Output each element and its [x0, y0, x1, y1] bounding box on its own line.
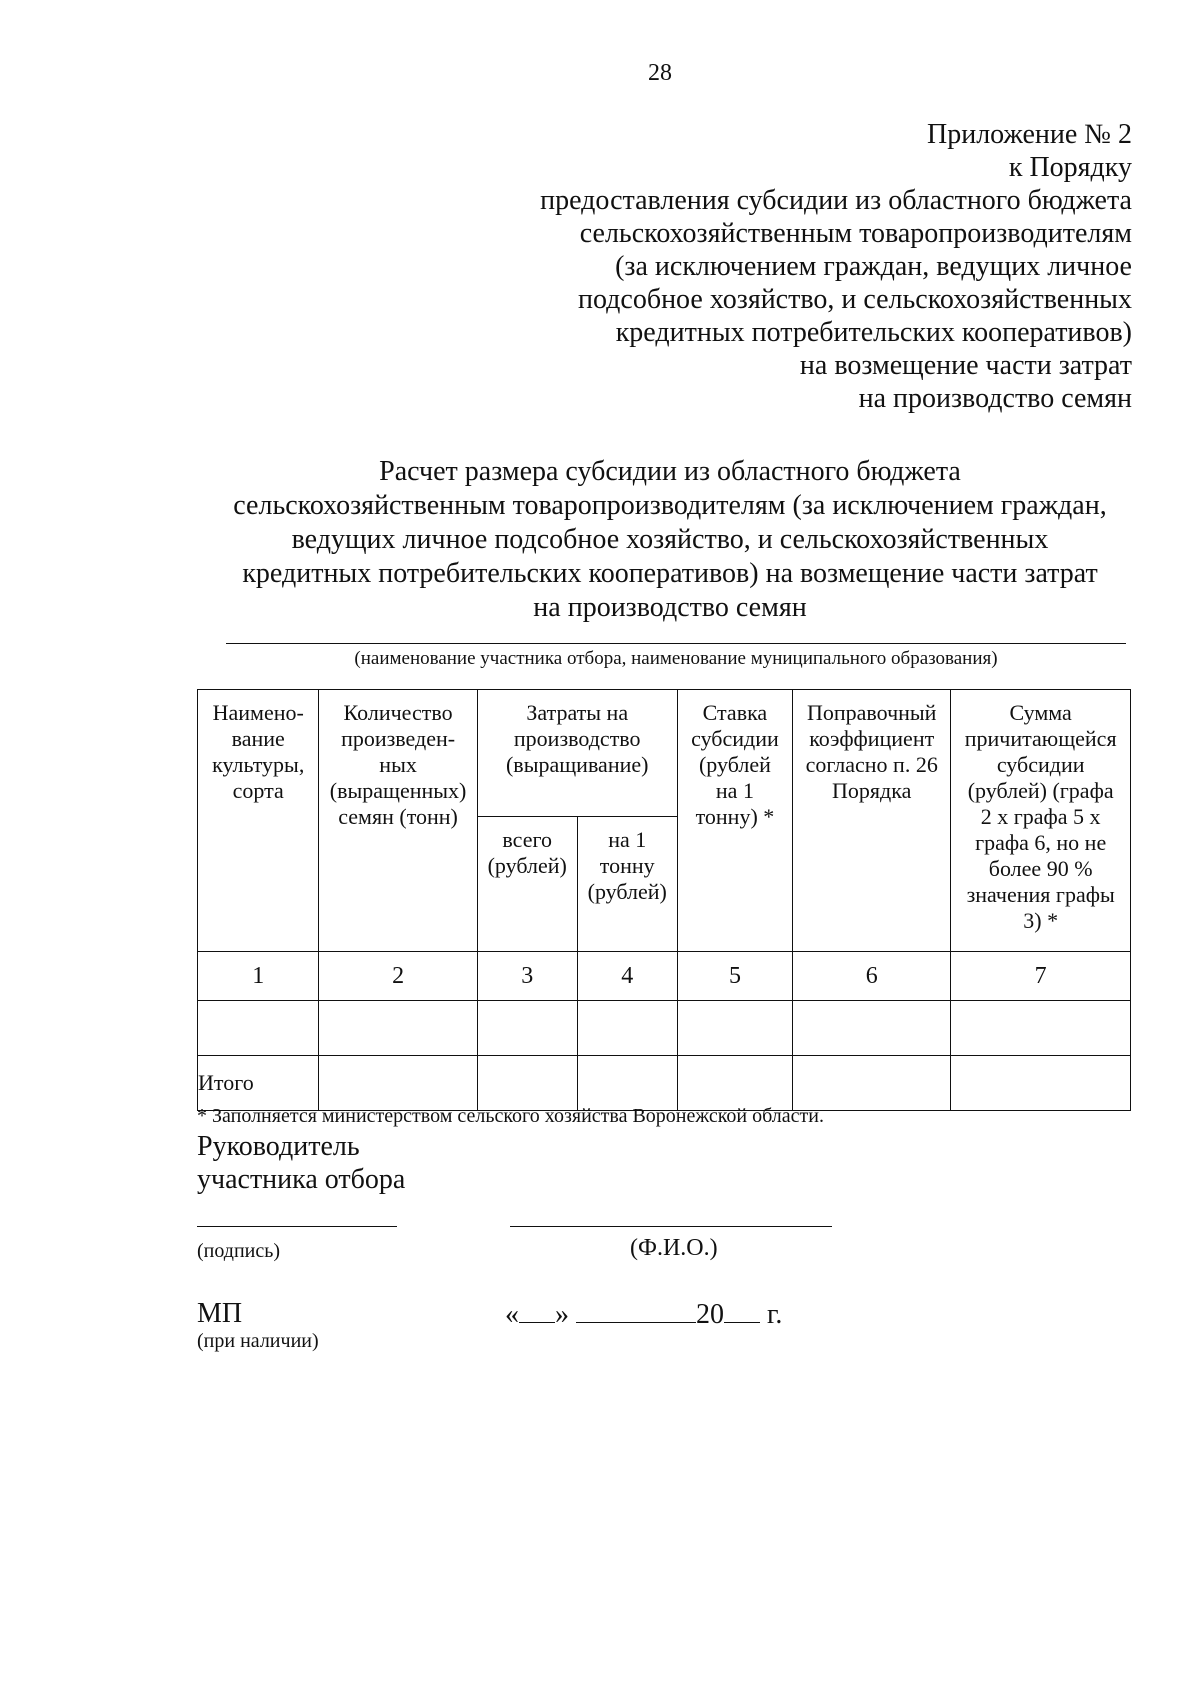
table-cell[interactable]	[477, 1001, 577, 1056]
table-total-row	[198, 1056, 1131, 1111]
column-number: 1	[198, 952, 319, 1001]
appendix-line: кредитных потребительских кооперативов)	[615, 317, 1132, 348]
table-number-row	[198, 952, 1131, 1001]
total-label: Итого	[198, 1056, 319, 1111]
appendix-line: к Порядку	[1008, 152, 1132, 183]
header-costs-total: всего (рублей)	[477, 817, 577, 952]
fio-caption: (Ф.И.О.)	[630, 1235, 718, 1261]
appendix-line: (за исключением граждан, ведущих личное	[615, 251, 1132, 282]
title-line: кредитных потребительских кооперативов) на возмещение части затрат	[242, 558, 1098, 589]
head-role-line: Руководитель	[197, 1131, 360, 1162]
title-line: сельскохозяйственным товаропроизводителям (за исключением граждан,	[233, 490, 1107, 521]
table-header-row	[198, 690, 1131, 817]
column-number: 7	[951, 952, 1131, 1001]
appendix-line: на производство семян	[858, 383, 1132, 414]
date-close-quote: »	[555, 1299, 569, 1330]
column-number: 5	[677, 952, 792, 1001]
table-cell[interactable]	[677, 1056, 792, 1111]
table-cell[interactable]	[951, 1001, 1131, 1056]
table-cell[interactable]	[793, 1056, 951, 1111]
column-number: 3	[477, 952, 577, 1001]
footnote: * Заполняется министерством сельского хозяйства Воронежской области.	[197, 1105, 824, 1127]
appendix-line: Приложение № 2	[927, 119, 1132, 150]
participant-name-line[interactable]	[226, 643, 1126, 644]
appendix-line: предоставления субсидии из областного бюджета	[540, 185, 1132, 216]
stamp-note: (при наличии)	[197, 1330, 319, 1352]
participant-caption: (наименование участника отбора, наименование муниципального образования)	[354, 648, 998, 669]
header-costs-per-ton: на 1 тонну (рублей)	[577, 817, 677, 952]
title-line: ведущих личное подсобное хозяйство, и сельскохозяйственных	[291, 524, 1049, 555]
date-year-suffix: г.	[767, 1299, 783, 1330]
date-year-blank[interactable]	[724, 1298, 760, 1323]
table-cell[interactable]	[198, 1001, 319, 1056]
date-open-quote: «	[505, 1299, 519, 1330]
header-production-costs: Затраты на производство (выращивание)	[477, 690, 677, 817]
head-role-line: участника отбора	[197, 1164, 406, 1195]
signature-line[interactable]	[197, 1226, 397, 1227]
subsidy-table	[197, 689, 1131, 1111]
appendix-line: сельскохозяйственным товаропроизводителям	[579, 218, 1132, 249]
title-line: на производство семян	[533, 592, 807, 623]
date-field	[505, 1298, 782, 1331]
table-cell[interactable]	[951, 1056, 1131, 1111]
header-subsidy-amount: Сумма причитающейся субсидии (рублей) (графа 2 х графа 5 х графа 6, но не более 90 % значения графы 3) *	[951, 690, 1131, 952]
stamp-label: МП	[197, 1298, 243, 1329]
fio-line[interactable]	[510, 1226, 832, 1227]
header-seed-quantity: Количество произведен- ных (выращенных) семян (тонн)	[319, 690, 477, 952]
column-number: 4	[577, 952, 677, 1001]
header-subsidy-rate: Ставка субсидии (рублей на 1 тонну) *	[677, 690, 792, 952]
header-correction-coefficient: Поправочный коэффициент согласно п. 26 Порядка	[793, 690, 951, 952]
date-day-blank[interactable]	[519, 1298, 555, 1323]
date-century: 20	[696, 1299, 724, 1330]
table-cell[interactable]	[793, 1001, 951, 1056]
head-role	[197, 1130, 405, 1196]
header-crop-name: Наимено- вание культуры, сорта	[198, 690, 319, 952]
table-row	[198, 1001, 1131, 1056]
document-title	[195, 455, 1145, 625]
table-cell[interactable]	[577, 1056, 677, 1111]
date-month-blank[interactable]	[576, 1298, 696, 1323]
appendix-line: подсобное хозяйство, и сельскохозяйственных	[577, 284, 1132, 315]
signature-caption: (подпись)	[197, 1240, 281, 1262]
column-number: 6	[793, 952, 951, 1001]
table-cell[interactable]	[677, 1001, 792, 1056]
table-cell[interactable]	[477, 1056, 577, 1111]
table-cell[interactable]	[577, 1001, 677, 1056]
column-number: 2	[319, 952, 477, 1001]
appendix-header	[540, 118, 1132, 415]
table-cell[interactable]	[319, 1056, 477, 1111]
table-cell[interactable]	[319, 1001, 477, 1056]
title-line: Расчет размера субсидии из областного бюджета	[379, 456, 961, 487]
page-number: 28	[648, 60, 672, 86]
appendix-line: на возмещение части затрат	[799, 350, 1132, 381]
